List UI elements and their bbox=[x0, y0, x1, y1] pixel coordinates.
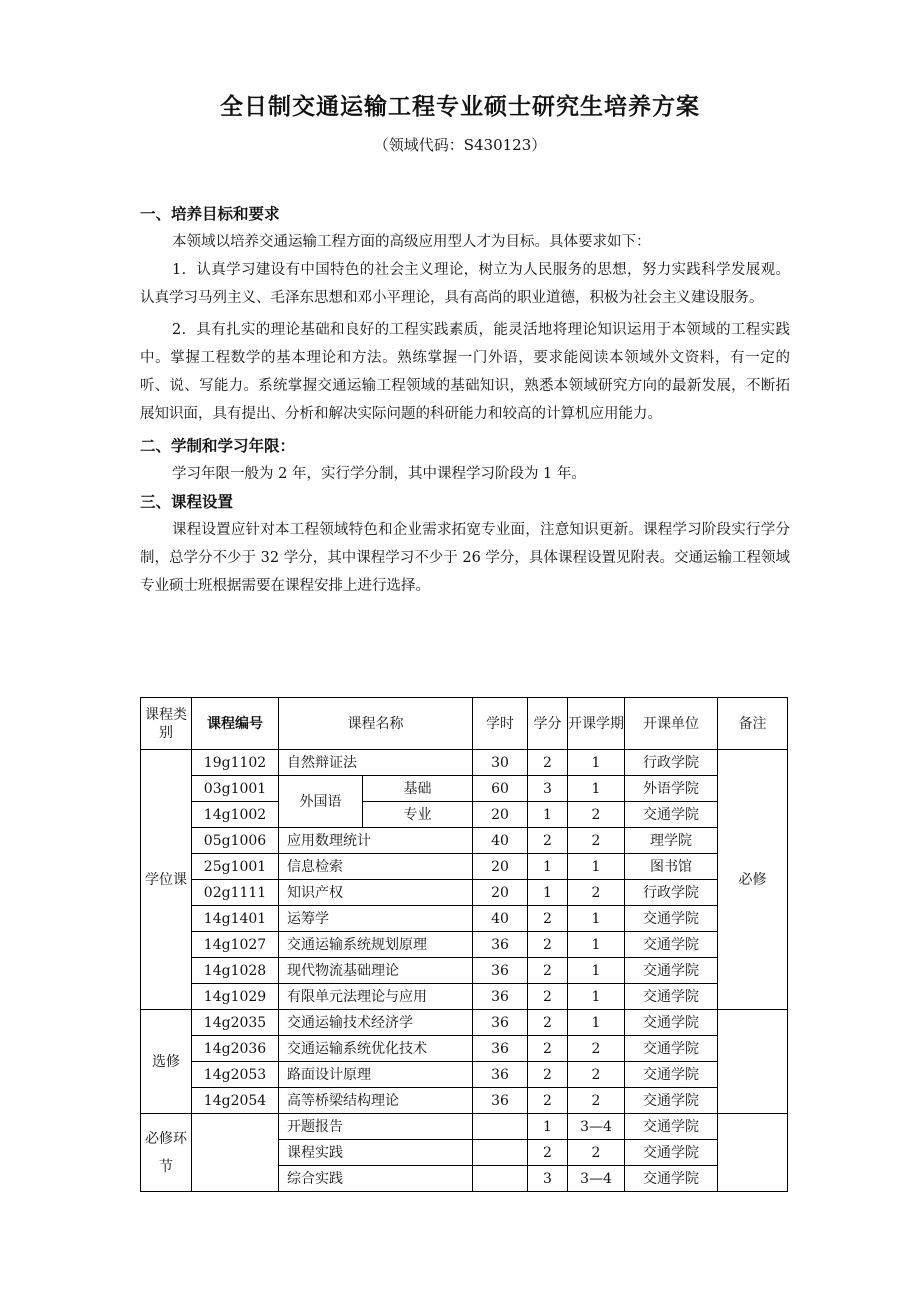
course-name: 有限单元法理论与应用 bbox=[279, 984, 473, 1010]
remark-practice bbox=[718, 1114, 788, 1192]
document-subtitle: （领域代码：S430123） bbox=[373, 136, 547, 154]
course-credits: 2 bbox=[528, 1010, 568, 1036]
course-code: 14g1029 bbox=[192, 984, 279, 1010]
course-unit: 交通学院 bbox=[625, 932, 718, 958]
course-hours: 36 bbox=[473, 958, 528, 984]
course-name: 专业 bbox=[363, 802, 473, 828]
course-unit: 行政学院 bbox=[625, 750, 718, 776]
course-credits: 1 bbox=[528, 854, 568, 880]
course-name: 自然辩证法 bbox=[279, 750, 473, 776]
course-credits: 2 bbox=[528, 1036, 568, 1062]
table-row bbox=[141, 1062, 788, 1088]
remark-elective bbox=[718, 1010, 788, 1114]
table-row bbox=[141, 1010, 788, 1036]
course-term: 1 bbox=[568, 1010, 625, 1036]
course-unit: 交通学院 bbox=[625, 1088, 718, 1114]
group-elective: 选修 bbox=[141, 1010, 192, 1114]
course-code: 02g1111 bbox=[192, 880, 279, 906]
course-code: 14g2036 bbox=[192, 1036, 279, 1062]
header-code: 课程编号 bbox=[192, 698, 279, 750]
course-name: 信息检索 bbox=[279, 854, 473, 880]
course-credits: 1 bbox=[528, 1114, 568, 1140]
course-code: 14g2054 bbox=[192, 1088, 279, 1114]
section-1-heading: 一、培养目标和要求 bbox=[140, 205, 280, 223]
course-term: 1 bbox=[568, 906, 625, 932]
course-unit: 交通学院 bbox=[625, 1166, 718, 1192]
group-practice: 必修环节 bbox=[141, 1114, 192, 1192]
course-hours: 20 bbox=[473, 854, 528, 880]
course-credits: 2 bbox=[528, 984, 568, 1010]
course-code: 14g2053 bbox=[192, 1062, 279, 1088]
course-unit: 交通学院 bbox=[625, 1114, 718, 1140]
header-unit: 开课单位 bbox=[625, 698, 718, 750]
course-hours: 36 bbox=[473, 1036, 528, 1062]
course-code: 14g1002 bbox=[192, 802, 279, 828]
course-term: 2 bbox=[568, 880, 625, 906]
course-term: 1 bbox=[568, 750, 625, 776]
course-table bbox=[140, 697, 788, 1192]
course-term: 1 bbox=[568, 854, 625, 880]
course-term: 2 bbox=[568, 1036, 625, 1062]
document-title: 全日制交通运输工程专业硕士研究生培养方案 bbox=[220, 94, 700, 120]
course-hours bbox=[473, 1166, 528, 1192]
course-name: 高等桥梁结构理论 bbox=[279, 1088, 473, 1114]
table-row bbox=[141, 828, 788, 854]
course-hours: 60 bbox=[473, 776, 528, 802]
course-term: 3—4 bbox=[568, 1166, 625, 1192]
course-unit: 交通学院 bbox=[625, 1010, 718, 1036]
foreign-language-label: 外国语 bbox=[279, 776, 363, 828]
course-unit: 交通学院 bbox=[625, 906, 718, 932]
course-term: 1 bbox=[568, 776, 625, 802]
course-credits: 2 bbox=[528, 906, 568, 932]
group-required: 学位课 bbox=[141, 750, 192, 1010]
section-1-paragraph-3: 2．具有扎实的理论基础和良好的工程实践素质，能灵活地将理论知识运用于本领域的工程实践中。掌握工程数学的基本理论和方法。熟练掌握一门外语，要求能阅读本领域外文资料，有一定的听、说、写能力。系统掌握交通运输工程领域的基础知识，熟悉本领域研究方向的最新发展，不断拓展知识面，具有提出、分析和解决实际问题的科研能力和较高的计算机应用能力。 bbox=[140, 322, 790, 422]
table-row bbox=[141, 984, 788, 1010]
course-hours bbox=[473, 1114, 528, 1140]
section-1-paragraph-2: 1．认真学习建设有中国特色的社会主义理论，树立为人民服务的思想，努力实践科学发展观。认真学习马列主义、毛泽东思想和邓小平理论，具有高尚的职业道德，积极为社会主义建设服务。 bbox=[140, 262, 790, 306]
course-hours: 36 bbox=[473, 1010, 528, 1036]
header-credits: 学分 bbox=[528, 698, 568, 750]
course-hours: 36 bbox=[473, 984, 528, 1010]
course-hours: 20 bbox=[473, 880, 528, 906]
course-term: 1 bbox=[568, 932, 625, 958]
course-name: 综合实践 bbox=[279, 1166, 473, 1192]
document-body bbox=[140, 200, 790, 600]
section-2-heading: 二、学制和学习年限： bbox=[140, 437, 296, 455]
course-unit: 交通学院 bbox=[625, 802, 718, 828]
course-unit: 图书馆 bbox=[625, 854, 718, 880]
course-name: 运筹学 bbox=[279, 906, 473, 932]
course-name: 基础 bbox=[363, 776, 473, 802]
table-row bbox=[141, 854, 788, 880]
course-credits: 2 bbox=[528, 1140, 568, 1166]
course-code bbox=[192, 1114, 279, 1192]
course-term: 1 bbox=[568, 984, 625, 1010]
table-row bbox=[141, 906, 788, 932]
course-unit: 交通学院 bbox=[625, 1062, 718, 1088]
course-name: 交通运输系统优化技术 bbox=[279, 1036, 473, 1062]
course-name: 现代物流基础理论 bbox=[279, 958, 473, 984]
course-unit: 交通学院 bbox=[625, 1140, 718, 1166]
course-credits: 2 bbox=[528, 828, 568, 854]
table-row bbox=[141, 1036, 788, 1062]
course-code: 14g2035 bbox=[192, 1010, 279, 1036]
course-term: 2 bbox=[568, 1062, 625, 1088]
section-3-heading: 三、课程设置 bbox=[140, 493, 234, 511]
course-name: 课程实践 bbox=[279, 1140, 473, 1166]
course-hours: 40 bbox=[473, 906, 528, 932]
course-hours bbox=[473, 1140, 528, 1166]
table-row bbox=[141, 958, 788, 984]
course-code: 03g1001 bbox=[192, 776, 279, 802]
course-unit: 交通学院 bbox=[625, 1036, 718, 1062]
course-hours: 30 bbox=[473, 750, 528, 776]
course-unit: 行政学院 bbox=[625, 880, 718, 906]
table-row bbox=[141, 802, 788, 828]
header-name: 课程名称 bbox=[279, 698, 473, 750]
course-term: 2 bbox=[568, 1140, 625, 1166]
course-name: 交通运输技术经济学 bbox=[279, 1010, 473, 1036]
course-hours: 36 bbox=[473, 932, 528, 958]
course-name: 交通运输系统规划原理 bbox=[279, 932, 473, 958]
course-code: 25g1001 bbox=[192, 854, 279, 880]
section-2-paragraph-1: 学习年限一般为 2 年，实行学分制，其中课程学习阶段为 1 年。 bbox=[172, 466, 586, 482]
table-row bbox=[141, 880, 788, 906]
course-credits: 1 bbox=[528, 802, 568, 828]
course-term: 3—4 bbox=[568, 1114, 625, 1140]
course-hours: 40 bbox=[473, 828, 528, 854]
header-category: 课程类别 bbox=[141, 698, 192, 750]
course-hours: 20 bbox=[473, 802, 528, 828]
course-code: 14g1028 bbox=[192, 958, 279, 984]
course-term: 2 bbox=[568, 1088, 625, 1114]
table-row bbox=[141, 1114, 788, 1140]
course-term: 2 bbox=[568, 802, 625, 828]
course-hours: 36 bbox=[473, 1062, 528, 1088]
course-code: 14g1401 bbox=[192, 906, 279, 932]
course-credits: 3 bbox=[528, 776, 568, 802]
course-unit: 交通学院 bbox=[625, 958, 718, 984]
course-code: 14g1027 bbox=[192, 932, 279, 958]
course-name: 知识产权 bbox=[279, 880, 473, 906]
section-3-paragraph-1: 课程设置应针对本工程领域特色和企业需求拓宽专业面，注意知识更新。课程学习阶段实行学分制，总学分不少于 32 学分，其中课程学习不少于 26 学分，具体课程设置见附表。交通运输工程领域专业硕士班根据需要在课程安排上进行选择。 bbox=[140, 522, 790, 594]
table-row bbox=[141, 776, 788, 802]
remark-required: 必修 bbox=[718, 750, 788, 1010]
course-code: 05g1006 bbox=[192, 828, 279, 854]
section-1-paragraph-1: 本领域以培养交通运输工程方面的高级应用型人才为目标。具体要求如下： bbox=[172, 234, 651, 250]
course-term: 2 bbox=[568, 828, 625, 854]
course-credits: 2 bbox=[528, 1088, 568, 1114]
header-hours: 学时 bbox=[473, 698, 528, 750]
course-credits: 2 bbox=[528, 750, 568, 776]
course-unit: 理学院 bbox=[625, 828, 718, 854]
header-term: 开课学期 bbox=[568, 698, 625, 750]
course-name: 路面设计原理 bbox=[279, 1062, 473, 1088]
course-credits: 2 bbox=[528, 958, 568, 984]
course-term: 1 bbox=[568, 958, 625, 984]
table-row bbox=[141, 750, 788, 776]
course-unit: 外语学院 bbox=[625, 776, 718, 802]
course-code: 19g1102 bbox=[192, 750, 279, 776]
course-hours: 36 bbox=[473, 1088, 528, 1114]
table-row bbox=[141, 932, 788, 958]
course-credits: 3 bbox=[528, 1166, 568, 1192]
course-credits: 2 bbox=[528, 1062, 568, 1088]
course-unit: 交通学院 bbox=[625, 984, 718, 1010]
header-remark: 备注 bbox=[718, 698, 788, 750]
course-credits: 1 bbox=[528, 880, 568, 906]
course-name: 应用数理统计 bbox=[279, 828, 473, 854]
table-row bbox=[141, 1088, 788, 1114]
course-credits: 2 bbox=[528, 932, 568, 958]
course-name: 开题报告 bbox=[279, 1114, 473, 1140]
